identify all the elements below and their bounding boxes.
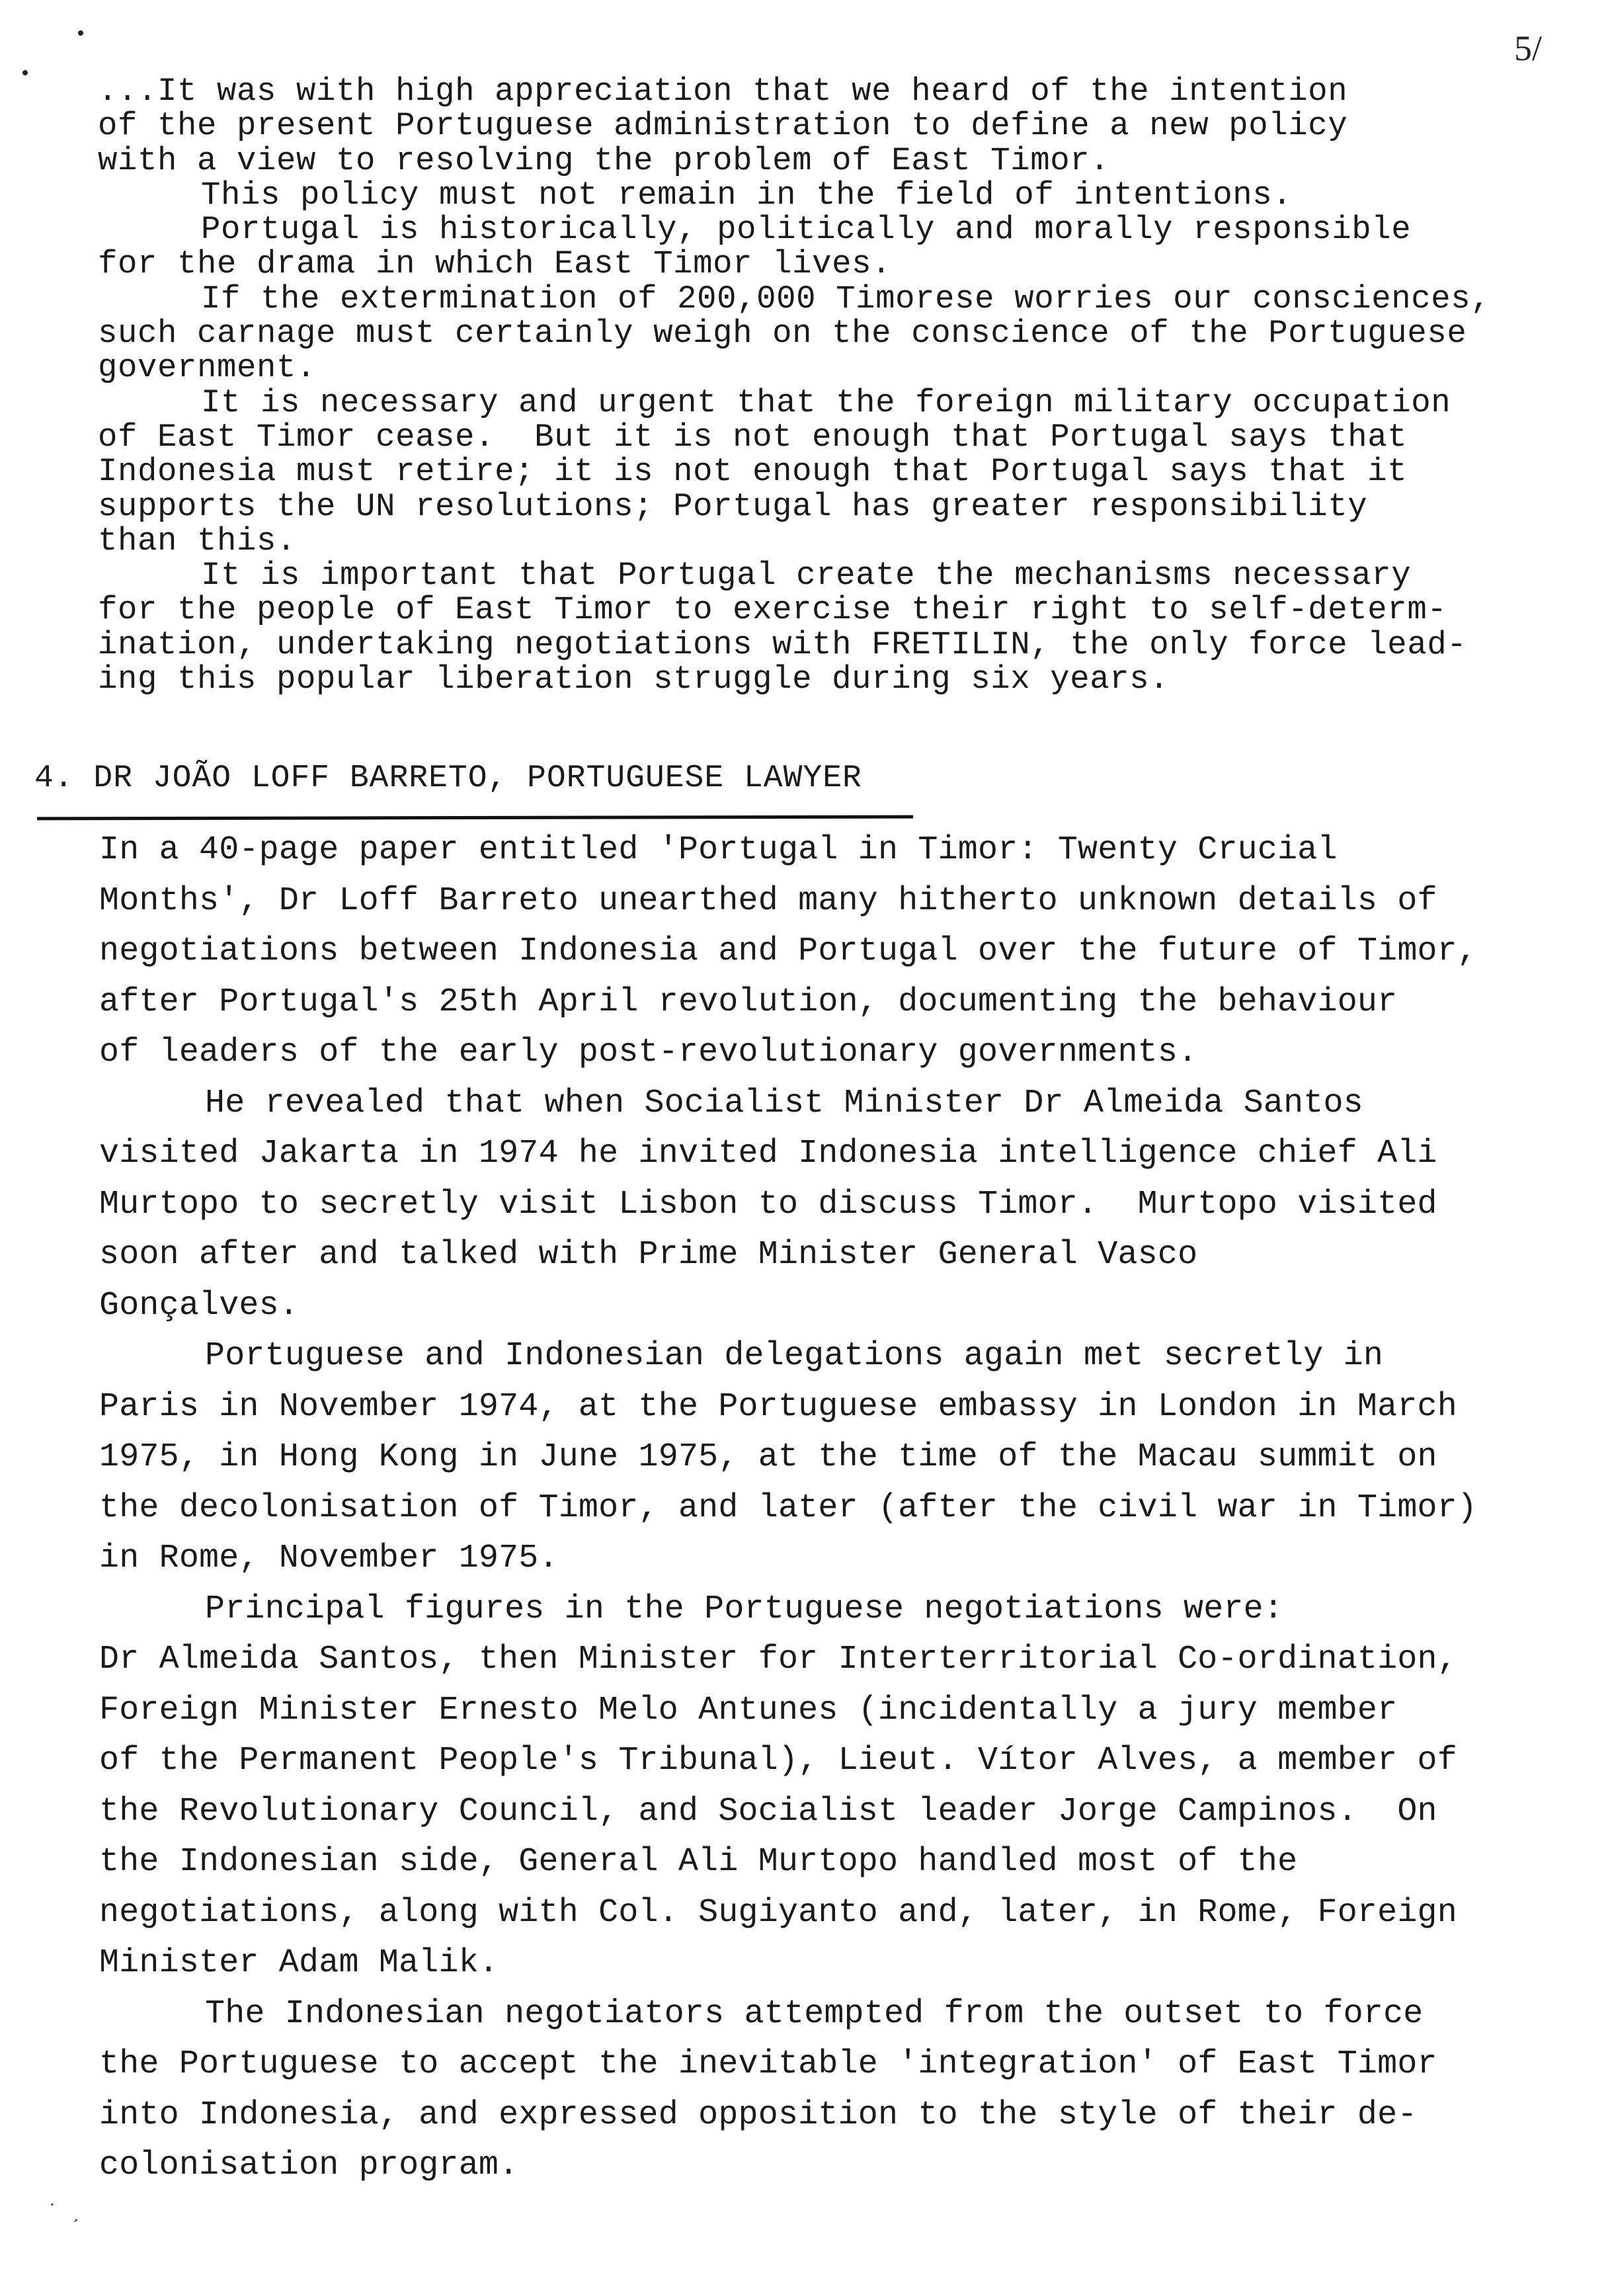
paragraph: [99, 825, 1587, 1079]
text-line: Murtopo to secretly visit Lisbon to discuss Timor. Murtopo visited: [99, 1185, 1437, 1223]
text-line: ination, undertaking negotiations with FRETILIN, the only force lead-: [98, 626, 1467, 663]
text-line: with a view to resolving the problem of East Timor.: [98, 142, 1110, 179]
text-line: after Portugal's 25th April revolution, documenting the behaviour: [99, 983, 1398, 1021]
text-line: Principal figures in the Portuguese negotiations were:: [205, 1590, 1284, 1628]
text-line: Paris in November 1974, at the Portuguese embassy in London in March: [99, 1387, 1457, 1426]
text-line: negotiations between Indonesia and Portugal over the future of Timor,: [99, 932, 1478, 970]
text-line: of East Timor cease. But it is not enough that Portugal says that: [98, 418, 1408, 456]
paragraph: [98, 178, 1579, 212]
text-line: In a 40-page paper entitled 'Portugal in Timor: Twenty Crucial: [99, 831, 1338, 869]
text-line: such carnage must certainly weigh on the conscience of the Portuguese: [98, 315, 1467, 352]
paragraph: [99, 1079, 1587, 1332]
text-line: Indonesia must retire; it is not enough that Portugal says that it: [98, 453, 1408, 491]
paragraph: [99, 1584, 1587, 1989]
text-line: the decolonisation of Timor, and later (after the civil war in Timor): [99, 1489, 1478, 1527]
text-line: Minister Adam Malik.: [99, 1944, 499, 1982]
margin-mark: [22, 70, 28, 75]
text-line: Portuguese and Indonesian delegations again met secretly in: [205, 1337, 1384, 1375]
text-line: colonisation program.: [99, 2147, 519, 2184]
text-line: than this.: [98, 522, 297, 559]
text-line: the Indonesian side, General Ali Murtopo handled most of the: [99, 1843, 1298, 1881]
margin-mark: [78, 30, 83, 36]
text-line: of the present Portuguese administration to define a new policy: [98, 107, 1348, 145]
text-line: for the people of East Timor to exercise their right to self-determ-: [98, 591, 1447, 629]
text-line: negotiations, along with Col. Sugiyanto and, later, in Rome, Foreign: [99, 1893, 1457, 1932]
text-line: Gonçalves.: [99, 1286, 300, 1325]
section-heading: 4. DR JOÃO LOFF BARRETO, PORTUGUESE LAWYER: [34, 760, 862, 796]
text-line: Dr Almeida Santos, then Minister for Interterritorial Co-ordination,: [99, 1641, 1457, 1678]
statement-text: [98, 74, 1579, 696]
heading-underline: [37, 815, 913, 821]
text-line: ing this popular liberation struggle during six years.: [98, 661, 1170, 698]
page-number: 5/: [1514, 28, 1543, 68]
text-line: visited Jakarta in 1974 he invited Indonesia intelligence chief Ali: [99, 1135, 1437, 1172]
text-line: of the Permanent People's Tribunal), Lieut. Vítor Alves, a member of: [99, 1742, 1457, 1780]
text-line: soon after and talked with Prime Minister General Vasco: [99, 1236, 1198, 1274]
text-line: It is necessary and urgent that the foreign military occupation: [201, 384, 1451, 421]
text-line: 1975, in Hong Kong in June 1975, at the time of the Macau summit on: [99, 1438, 1437, 1476]
text-line: It is important that Portugal create the mechanisms necessary: [201, 557, 1412, 594]
text-line: The Indonesian negotiators attempted from the outset to force: [205, 1994, 1424, 2033]
text-line: Portugal is historically, politically and morally responsible: [201, 211, 1412, 249]
paragraph: [98, 212, 1579, 282]
paragraph: [98, 386, 1579, 558]
text-line: ...It was with high appreciation that we heard of the intention: [98, 73, 1348, 110]
text-line: Months', Dr Loff Barreto unearthed many hitherto unknown details of: [99, 882, 1437, 920]
margin-scribble: ˙ ˏ: [46, 2202, 83, 2225]
text-line: If the extermination of 200,000 Timorese worries our consciences,: [201, 280, 1491, 317]
paragraph: [99, 1331, 1587, 1584]
paragraph: [98, 558, 1579, 696]
text-line: Foreign Minister Ernesto Melo Antunes (incidentally a jury member: [99, 1691, 1398, 1729]
text-line: government.: [98, 349, 317, 387]
text-line: of leaders of the early post-revolutionary governments.: [99, 1034, 1198, 1071]
text-line: the Revolutionary Council, and Socialist leader Jorge Campinos. On: [99, 1792, 1437, 1830]
text-line: the Portuguese to accept the inevitable 'integration' of East Timor: [99, 2045, 1437, 2083]
text-line: into Indonesia, and expressed opposition to the style of their de-: [99, 2096, 1418, 2134]
paragraph: [99, 1989, 1587, 2192]
text-line: This policy must not remain in the field of intentions.: [201, 176, 1293, 214]
paragraph: [98, 74, 1579, 178]
text-line: supports the UN resolutions; Portugal has greater responsibility: [98, 487, 1368, 525]
text-line: in Rome, November 1975.: [99, 1539, 559, 1577]
paragraph: [98, 282, 1579, 386]
text-line: He revealed that when Socialist Minister Dr Almeida Santos: [205, 1084, 1363, 1122]
section-body: [99, 825, 1587, 2192]
text-line: for the drama in which East Timor lives.: [98, 245, 892, 283]
